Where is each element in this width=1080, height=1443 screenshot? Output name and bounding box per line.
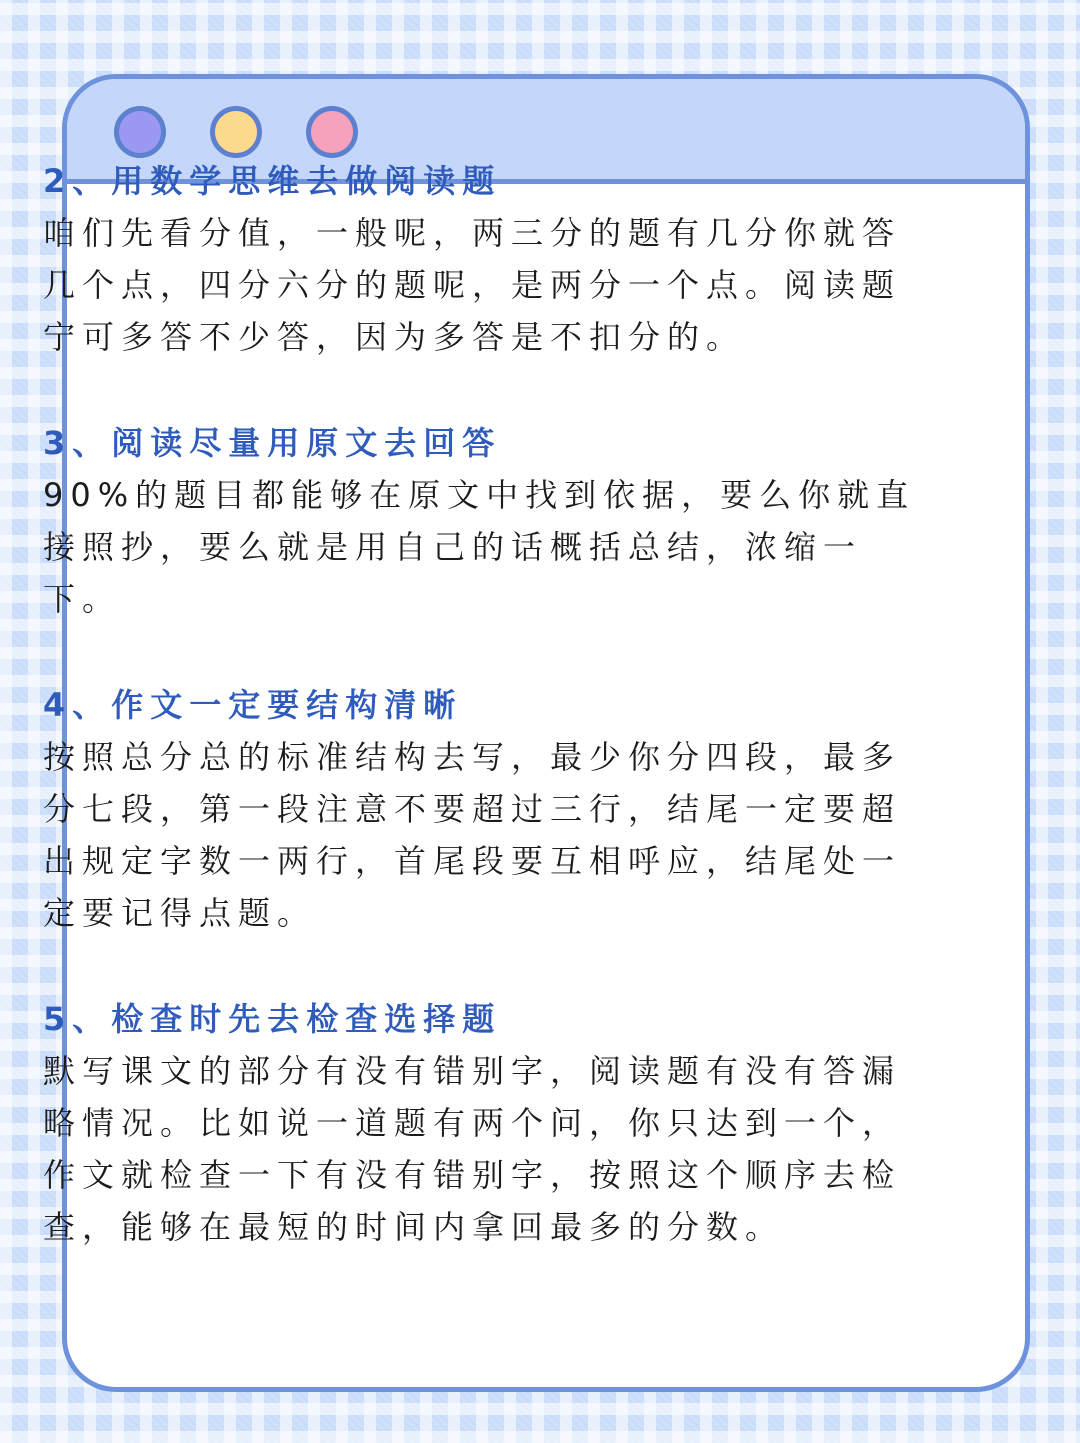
tip-section-3: [43, 417, 931, 625]
section-body: 咱们先看分值，一般呢，两三分的题有几分你就答几个点，四分六分的题呢，是两分一个点。阅读题宁可多答不少答，因为多答是不扣分的。: [43, 214, 902, 356]
tip-section-2: [43, 155, 931, 363]
section-body: 按照总分总的标准结构去写，最少你分四段，最多分七段，第一段注意不要超过三行，结尾一定要超出规定字数一两行，首尾段要互相呼应，结尾处一定要记得点题。: [43, 738, 902, 932]
purple-dot-icon: [114, 106, 166, 158]
section-body: 默写课文的部分有没有错别字，阅读题有没有答漏略情况。比如说一道题有两个问，你只达到一个，作文就检查一下有没有错别字，按照这个顺序去检查，能够在最短的时间内拿回最多的分数。: [43, 1052, 902, 1246]
section-heading: 2、用数学思维去做阅读题: [43, 162, 502, 200]
content-area: [43, 155, 931, 1307]
tip-section-4: [43, 679, 931, 939]
section-heading: 5、检查时先去检查选择题: [43, 1000, 502, 1038]
yellow-dot-icon: [210, 106, 262, 158]
section-body: 90%的题目都能够在原文中找到依据，要么你就直接照抄，要么就是用自己的话概括总结，浓缩一下。: [43, 476, 916, 618]
section-heading: 4、作文一定要结构清晰: [43, 686, 463, 724]
pink-dot-icon: [306, 106, 358, 158]
tip-section-5: [43, 993, 931, 1253]
section-heading: 3、阅读尽量用原文去回答: [43, 424, 502, 462]
